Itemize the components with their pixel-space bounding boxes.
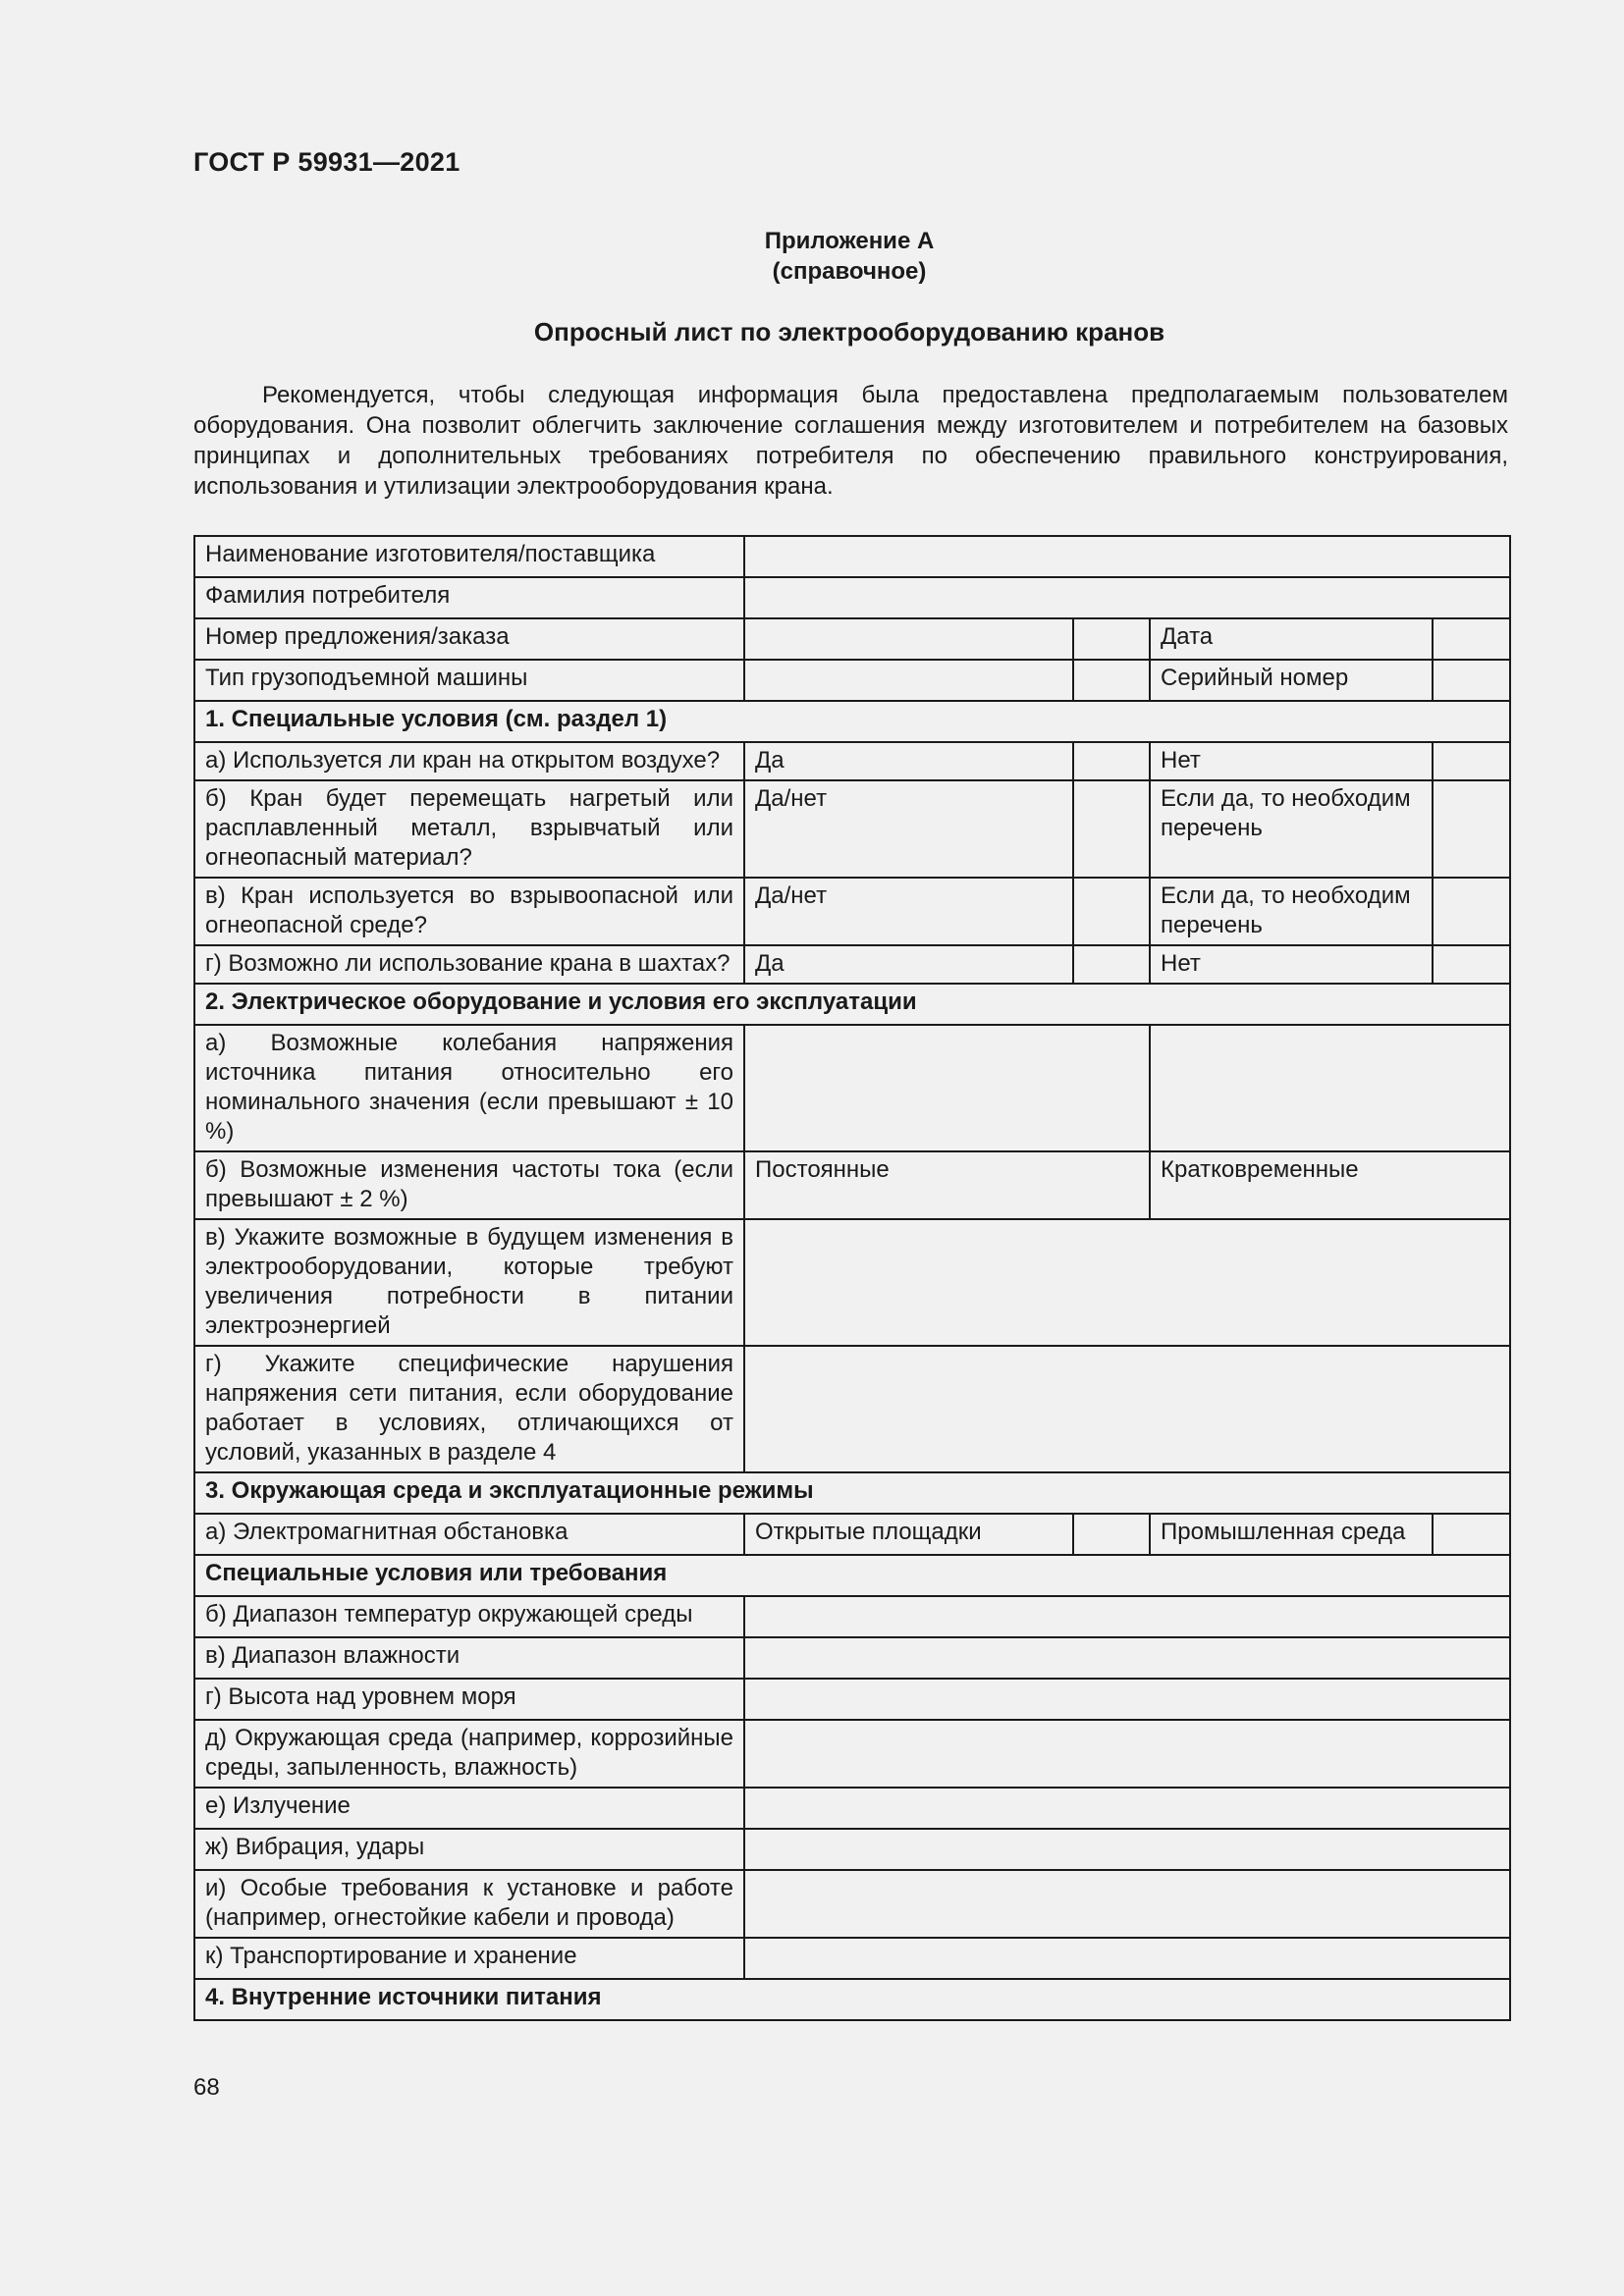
field-order-extra[interactable]: [1073, 618, 1150, 660]
option-1d-no: Нет: [1150, 945, 1433, 984]
field-2c[interactable]: [744, 1219, 1510, 1346]
option-1a-no: Нет: [1150, 742, 1433, 780]
label-3i: к) Транспортирование и хранение: [194, 1938, 744, 1979]
intro-paragraph: Рекомендуется, чтобы следующая информация была предоставлена предполагаемым пользователем оборудования. Она позволит облегчить заключение соглашения между изготовителем и потребителем на базовых принципах и дополнительных требованиях потребителя по обеспечению правильного конструирования, использования и утилизации электрооборудования крана.: [193, 382, 1508, 500]
table-row: [194, 660, 1510, 701]
section-row: [194, 1979, 1510, 2020]
field-date[interactable]: [1433, 618, 1510, 660]
table-row: [194, 1720, 1510, 1788]
label-3h: и) Особые требования к установке и работе (например, огнестойкие кабели и провода): [194, 1870, 744, 1938]
option-1b-yesno: Да/нет: [744, 780, 1073, 878]
table-row: [194, 618, 1510, 660]
page-number: 68: [193, 2074, 220, 2101]
label-3d: г) Высота над уровнем моря: [194, 1679, 744, 1720]
table-row: [194, 1025, 1510, 1151]
question-2b: б) Возможные изменения частоты тока (если превышают ± 2 %): [194, 1151, 744, 1219]
special-conditions-heading: Специальные условия или требования: [194, 1555, 1510, 1596]
field-3f[interactable]: [744, 1788, 1510, 1829]
table-row: [194, 742, 1510, 780]
field-serial[interactable]: [1433, 660, 1510, 701]
label-customer: Фамилия потребителя: [194, 577, 744, 618]
table-row: [194, 1151, 1510, 1219]
section-row: [194, 1555, 1510, 1596]
section-4-heading: 4. Внутренние источники питания: [194, 1979, 1510, 2020]
option-1c-yesno: Да/нет: [744, 878, 1073, 945]
appendix-label: Приложение А: [764, 228, 935, 254]
appendix-type: (справочное): [772, 258, 927, 285]
field-3d[interactable]: [744, 1679, 1510, 1720]
field-2d[interactable]: [744, 1346, 1510, 1472]
checkbox-1d-yes[interactable]: [1073, 945, 1150, 984]
checkbox-1a-no[interactable]: [1433, 742, 1510, 780]
label-3e: д) Окружающая среда (например, коррозийные среды, запыленность, влажность): [194, 1720, 744, 1788]
table-row: [194, 1679, 1510, 1720]
question-1a: а) Используется ли кран на открытом воздухе?: [194, 742, 744, 780]
option-2b-short-term: Кратковременные: [1150, 1151, 1510, 1219]
checkbox-1d-no[interactable]: [1433, 945, 1510, 984]
table-row: [194, 1219, 1510, 1346]
field-manufacturer[interactable]: [744, 536, 1510, 577]
label-machine-type: Тип грузоподъемной машины: [194, 660, 744, 701]
label-manufacturer: Наименование изготовителя/поставщика: [194, 536, 744, 577]
field-3i[interactable]: [744, 1938, 1510, 1979]
appendix-heading: [0, 226, 1624, 287]
field-2a-right[interactable]: [1150, 1025, 1510, 1151]
field-3g[interactable]: [744, 1829, 1510, 1870]
field-2a-left[interactable]: [744, 1025, 1150, 1151]
table-row: [194, 1596, 1510, 1637]
section-row: [194, 984, 1510, 1025]
label-serial: Серийный номер: [1150, 660, 1433, 701]
form-title: Опросный лист по электрооборудованию кранов: [533, 317, 1165, 347]
option-1a-yes: Да: [744, 742, 1073, 780]
table-row: [194, 780, 1510, 878]
label-3b: б) Диапазон температур окружающей среды: [194, 1596, 744, 1637]
field-order[interactable]: [744, 618, 1073, 660]
label-3f: е) Излучение: [194, 1788, 744, 1829]
field-3b[interactable]: [744, 1596, 1510, 1637]
checkbox-1b-list[interactable]: [1433, 780, 1510, 878]
table-row: [194, 577, 1510, 618]
section-3-heading: 3. Окружающая среда и эксплуатационные режимы: [194, 1472, 1510, 1514]
checkbox-3a-industrial[interactable]: [1433, 1514, 1510, 1555]
question-2d: г) Укажите специфические нарушения напряжения сети питания, если оборудование работает в условиях, отличающихся от условий, указанных в разделе 4: [194, 1346, 744, 1472]
table-row: [194, 1829, 1510, 1870]
label-date: Дата: [1150, 618, 1433, 660]
field-3c[interactable]: [744, 1637, 1510, 1679]
label-order: Номер предложения/заказа: [194, 618, 744, 660]
option-1d-yes: Да: [744, 945, 1073, 984]
question-2c: в) Укажите возможные в будущем изменения в электрооборудовании, которые требуют увеличения потребности в питании электроэнергией: [194, 1219, 744, 1346]
checkbox-1c-list[interactable]: [1433, 878, 1510, 945]
questionnaire-table: [193, 535, 1511, 2021]
field-3e[interactable]: [744, 1720, 1510, 1788]
table-row: [194, 945, 1510, 984]
question-3a: а) Электромагнитная обстановка: [194, 1514, 744, 1555]
checkbox-3a-open-areas[interactable]: [1073, 1514, 1150, 1555]
table-row: [194, 1788, 1510, 1829]
option-1c-list: Если да, то необходим перечень: [1150, 878, 1433, 945]
label-3g: ж) Вибрация, удары: [194, 1829, 744, 1870]
label-3c: в) Диапазон влажности: [194, 1637, 744, 1679]
question-1c: в) Кран используется во взрывоопасной или огнеопасной среде?: [194, 878, 744, 945]
table-row: [194, 1938, 1510, 1979]
table-row: [194, 1637, 1510, 1679]
table-row: [194, 1870, 1510, 1938]
section-row: [194, 1472, 1510, 1514]
table-row: [194, 536, 1510, 577]
field-machine-type[interactable]: [744, 660, 1073, 701]
option-3a-industrial: Промышленная среда: [1150, 1514, 1433, 1555]
question-1d: г) Возможно ли использование крана в шахтах?: [194, 945, 744, 984]
option-1b-list: Если да, то необходим перечень: [1150, 780, 1433, 878]
option-3a-open-areas: Открытые площадки: [744, 1514, 1073, 1555]
question-1b: б) Кран будет перемещать нагретый или расплавленный металл, взрывчатый или огнеопасный материал?: [194, 780, 744, 878]
table-row: [194, 1346, 1510, 1472]
document-code: ГОСТ Р 59931—2021: [193, 147, 460, 177]
checkbox-1b-yesno[interactable]: [1073, 780, 1150, 878]
section-1-heading: 1. Специальные условия (см. раздел 1): [194, 701, 1510, 742]
option-2b-constant: Постоянные: [744, 1151, 1150, 1219]
table-row: [194, 1514, 1510, 1555]
field-machine-type-extra[interactable]: [1073, 660, 1150, 701]
table-row: [194, 878, 1510, 945]
field-customer[interactable]: [744, 577, 1510, 618]
question-2a: а) Возможные колебания напряжения источника питания относительно его номинального значения (если превышают ± 10 %): [194, 1025, 744, 1151]
field-3h[interactable]: [744, 1870, 1510, 1938]
checkbox-1c-yesno[interactable]: [1073, 878, 1150, 945]
section-2-heading: 2. Электрическое оборудование и условия его эксплуатации: [194, 984, 1510, 1025]
checkbox-1a-yes[interactable]: [1073, 742, 1150, 780]
section-row: [194, 701, 1510, 742]
